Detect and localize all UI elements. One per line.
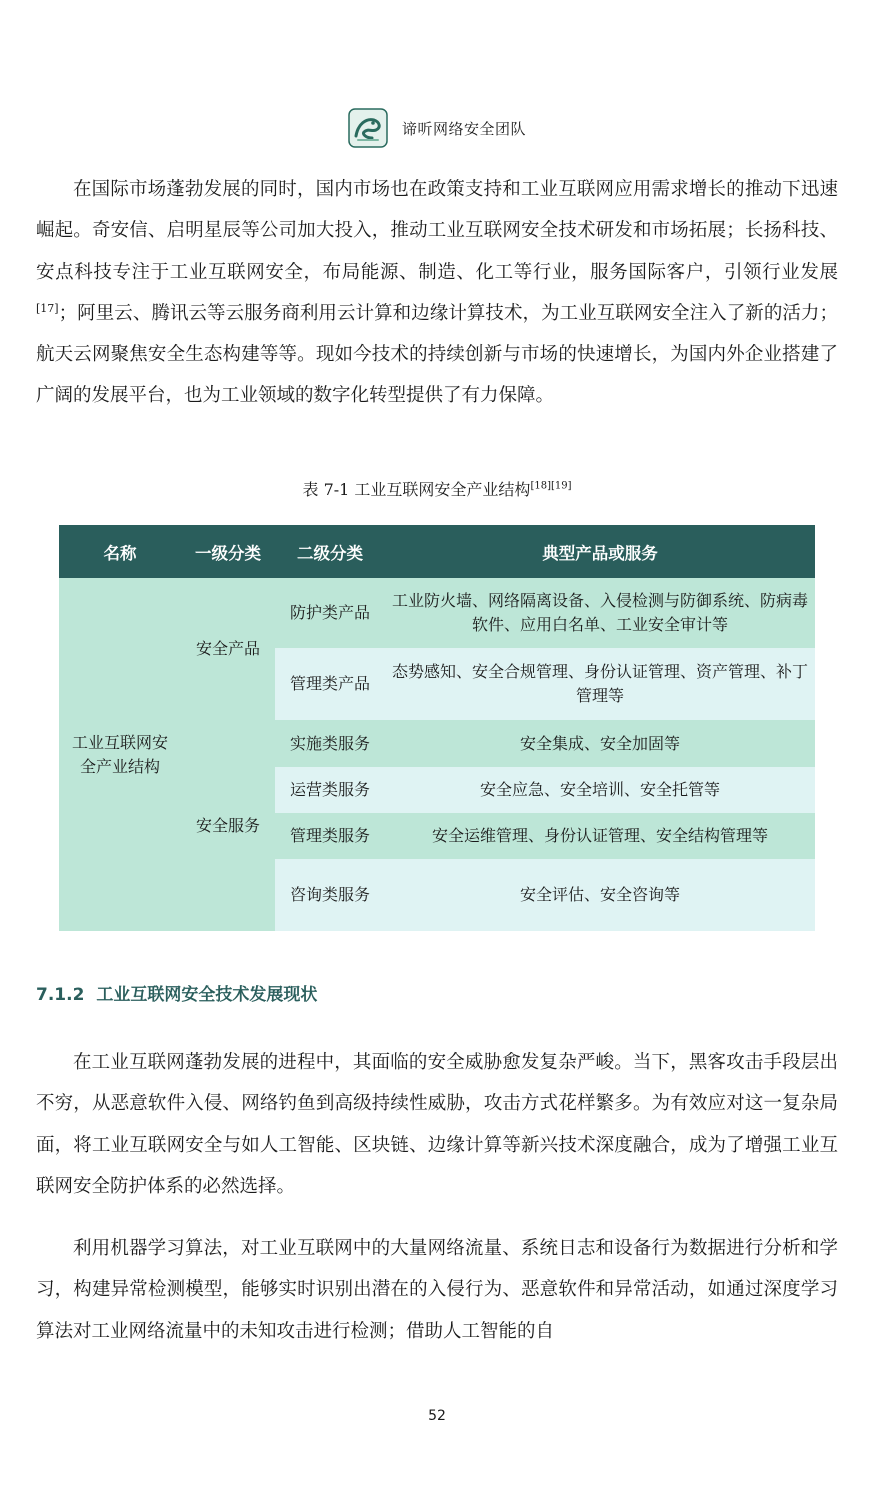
section-heading (36, 980, 317, 1005)
page-header (0, 108, 874, 148)
header-name: 名称 (59, 525, 181, 578)
caption-citations: [18][19] (530, 480, 572, 492)
level2-cell: 管理类产品 (275, 648, 385, 720)
level2-cell: 咨询类服务 (275, 859, 385, 931)
team-name: 谛听网络安全团队 (401, 119, 526, 138)
level2-cell: 实施类服务 (275, 720, 385, 767)
level2-cell: 防护类产品 (275, 578, 385, 648)
header-level2: 二级分类 (275, 525, 385, 578)
table-row (59, 578, 815, 648)
product-cell: 态势感知、安全合规管理、身份认证管理、资产管理、补丁管理等 (385, 648, 815, 720)
citation-17: [17] (36, 301, 59, 315)
level2-cell: 管理类服务 (275, 813, 385, 859)
industry-structure-table (59, 525, 815, 931)
product-cell: 安全集成、安全加固等 (385, 720, 815, 767)
level1-products-cell: 安全产品 (181, 578, 275, 720)
product-cell: 安全应急、安全培训、安全托管等 (385, 767, 815, 813)
product-cell: 安全评估、安全咨询等 (385, 859, 815, 931)
section-number: 7.1.2 (36, 985, 85, 1005)
section-title: 工业互联网安全技术发展现状 (96, 985, 318, 1005)
dragon-logo-icon (348, 108, 388, 148)
level1-services-cell: 安全服务 (181, 720, 275, 931)
intro-paragraph: 在国际市场蓬勃发展的同时，国内市场也在政策支持和工业互联网应用需求增长的推动下迅速崛起。奇安信、启明星辰等公司加大投入，推动工业互联网安全技术研发和市场拓展；长扬科技、安点科技专注于工业互联网安全，布局能源、制造、化工等行业，服务国际客户，引领行业发展[17]；阿里云、腾讯云等云服务商利用云计算和边缘计算技术，为工业互联网安全注入了新的活力；航天云网聚焦安全生态构建等等。现如今技术的持续创新与市场的快速增长，为国内外企业搭建了广阔的发展平台，也为工业领域的数字化转型提供了有力保障。 (36, 179, 838, 407)
category-name-cell: 工业互联网安全产业结构 (59, 578, 181, 931)
product-cell: 工业防火墙、网络隔离设备、入侵检测与防御系统、防病毒软件、应用白名单、工业安全审计等 (385, 578, 815, 648)
table-header-row (59, 525, 815, 578)
header-products: 典型产品或服务 (385, 525, 815, 578)
body-paragraph-threats: 在工业互联网蓬勃发展的进程中，其面临的安全威胁愈发复杂严峻。当下，黑客攻击手段层出不穷，从恶意软件入侵、网络钓鱼到高级持续性威胁，攻击方式花样繁多。为有效应对这一复杂局面，将工业互联网安全与如人工智能、区块链、边缘计算等新兴技术深度融合，成为了增强工业互联网安全防护体系的必然选择。 (36, 1052, 838, 1197)
body-paragraph-ml: 利用机器学习算法，对工业互联网中的大量网络流量、系统日志和设备行为数据进行分析和学习，构建异常检测模型，能够实时识别出潜在的入侵行为、恶意软件和异常活动，如通过深度学习算法对工业网络流量中的未知攻击进行检测；借助人工智能的自 (36, 1238, 838, 1342)
level2-cell: 运营类服务 (275, 767, 385, 813)
header-level1: 一级分类 (181, 525, 275, 578)
table-caption: 表 7-1 工业互联网安全产业结构[18][19] (302, 480, 572, 499)
page-number: 52 (428, 1408, 446, 1424)
product-cell: 安全运维管理、身份认证管理、安全结构管理等 (385, 813, 815, 859)
